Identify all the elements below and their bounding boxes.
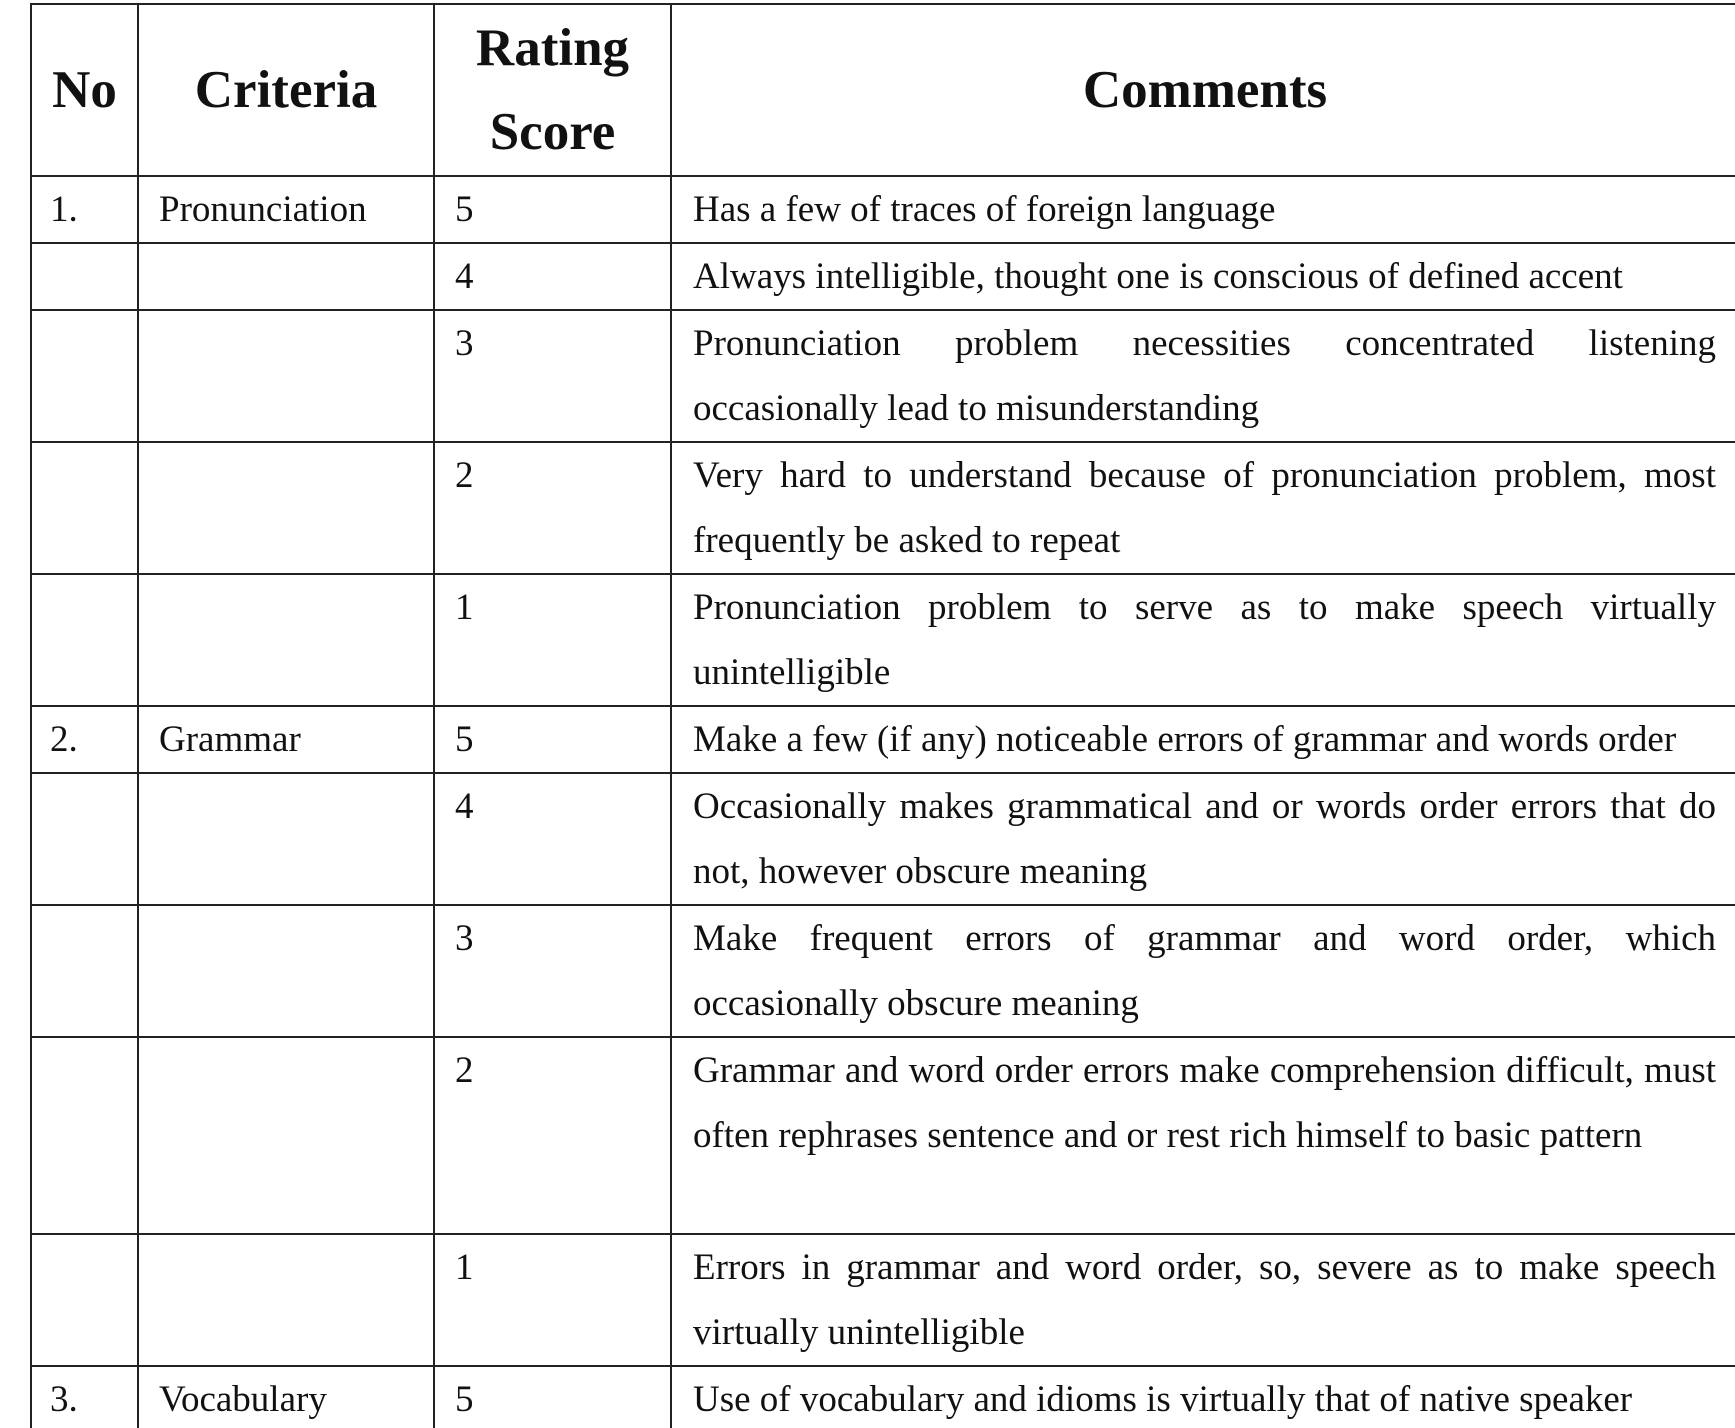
cell-comment: Occasionally makes grammatical and or words order errors that do not, however obscure meaning: [671, 773, 1735, 905]
cell-no: [31, 773, 138, 905]
cell-comment: Make a few (if any) noticeable errors of grammar and words order: [671, 706, 1735, 773]
table-row: [31, 1037, 1735, 1234]
cell-criteria: Vocabulary: [138, 1366, 434, 1428]
cell-score: 4: [434, 773, 671, 905]
table-row: [31, 1234, 1735, 1366]
cell-score: 5: [434, 1366, 671, 1428]
cell-comment: Has a few of traces of foreign language: [671, 176, 1735, 243]
cell-score: 5: [434, 176, 671, 243]
cell-criteria: Pronunciation: [138, 176, 434, 243]
table-body: [31, 176, 1735, 1428]
cell-score: 2: [434, 1037, 671, 1234]
cell-no: [31, 310, 138, 442]
table-row: [31, 706, 1735, 773]
cell-comment: Pronunciation problem necessities concentrated listening occasionally lead to misunderstanding: [671, 310, 1735, 442]
table-row: [31, 310, 1735, 442]
cell-criteria: [138, 1234, 434, 1366]
cell-no: [31, 574, 138, 706]
cell-criteria: [138, 773, 434, 905]
cell-criteria: [138, 1037, 434, 1234]
cell-score: 2: [434, 442, 671, 574]
table-row: [31, 442, 1735, 574]
header-rating-score: [434, 4, 671, 176]
cell-score: 1: [434, 574, 671, 706]
cell-comment: Errors in grammar and word order, so, severe as to make speech virtually unintelligible: [671, 1234, 1735, 1366]
table-row: [31, 1366, 1735, 1428]
cell-comment: Pronunciation problem to serve as to make speech virtually unintelligible: [671, 574, 1735, 706]
cell-no: [31, 905, 138, 1037]
table-row: [31, 905, 1735, 1037]
header-rating-line1: Rating: [475, 19, 630, 77]
cell-comment: Very hard to understand because of pronunciation problem, most frequently be asked to repeat: [671, 442, 1735, 574]
table-row: [31, 574, 1735, 706]
cell-no: [31, 1234, 138, 1366]
cell-comment: Make frequent errors of grammar and word order, which occasionally obscure meaning: [671, 905, 1735, 1037]
cell-criteria: [138, 905, 434, 1037]
cell-no: [31, 1037, 138, 1234]
cell-no: [31, 442, 138, 574]
cell-score: 3: [434, 310, 671, 442]
table-row: [31, 176, 1735, 243]
cell-comment: Grammar and word order errors make comprehension difficult, must often rephrases sentence and or rest rich himself to basic pattern: [671, 1037, 1735, 1234]
cell-score: 3: [434, 905, 671, 1037]
rating-rubric-table: [30, 3, 1735, 1428]
header-row: [31, 4, 1735, 176]
cell-criteria: [138, 310, 434, 442]
cell-no: [31, 243, 138, 310]
header-rating-line2: Score: [489, 103, 616, 161]
header-no: No: [31, 4, 138, 176]
header-comments: Comments: [671, 4, 1735, 176]
cell-score: 1: [434, 1234, 671, 1366]
table-row: [31, 243, 1735, 310]
cell-no: 2.: [31, 706, 138, 773]
cell-score: 5: [434, 706, 671, 773]
cell-score: 4: [434, 243, 671, 310]
table-row: [31, 773, 1735, 905]
header-criteria: Criteria: [138, 4, 434, 176]
cell-comment: Always intelligible, thought one is conscious of defined accent: [671, 243, 1735, 310]
table-header: [31, 4, 1735, 176]
cell-criteria: [138, 574, 434, 706]
cell-criteria: [138, 442, 434, 574]
cell-no: 1.: [31, 176, 138, 243]
cell-criteria: Grammar: [138, 706, 434, 773]
cell-comment: Use of vocabulary and idioms is virtually that of native speaker: [671, 1366, 1735, 1428]
cell-no: 3.: [31, 1366, 138, 1428]
cell-criteria: [138, 243, 434, 310]
